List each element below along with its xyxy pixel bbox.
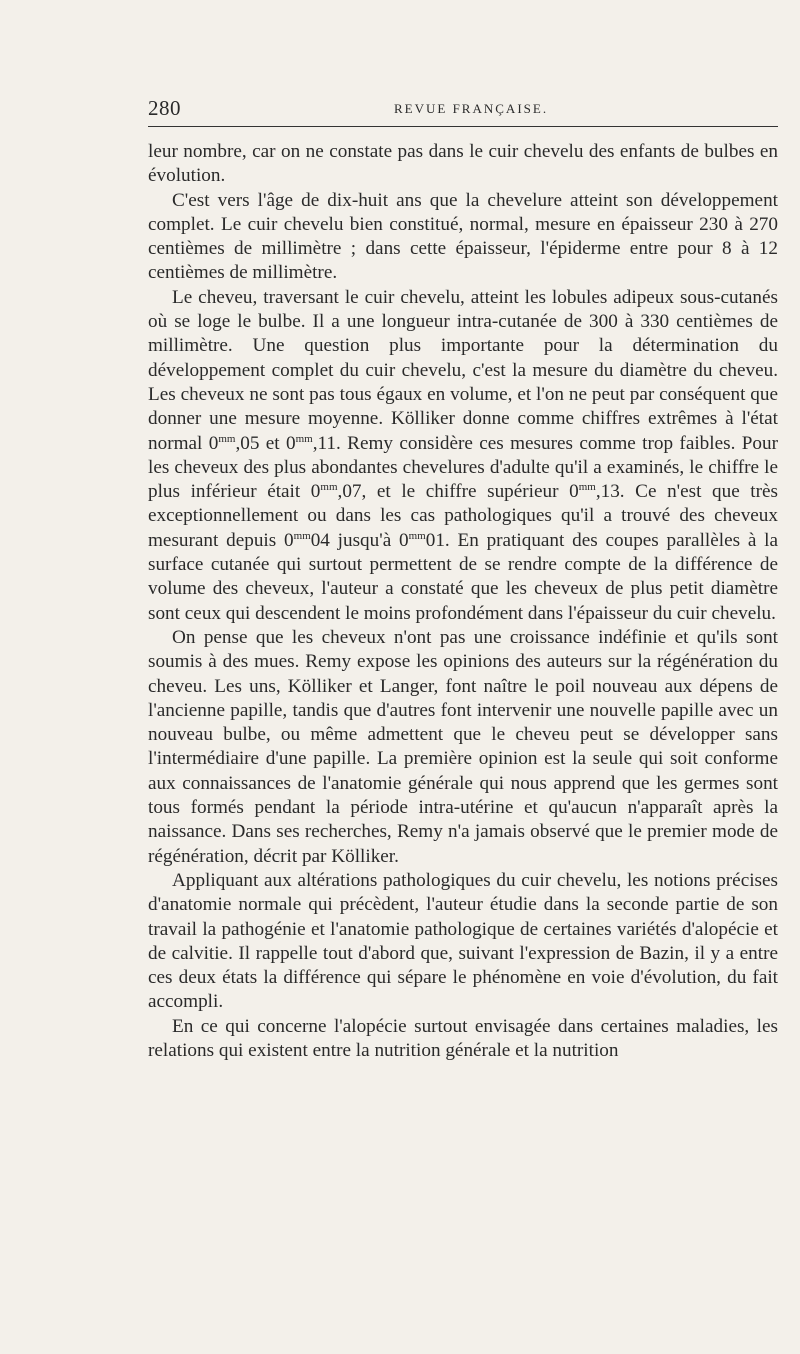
paragraph-5: Appliquant aux altérations pathologiques du cuir chevelu, les notions précises d'anatomie normale qui précèdent, l'auteur étudie dans la seconde partie de son travail la pathogénie et l'anatomie pathologique de certaines variétés d'alopécie et de calvitie. Il rappelle tout d'abord que, suivant l'expression de Bazin, il y a entre ces deux états la différence qui sépare le phénomène en voie d'évolution, du fait accompli.	[148, 869, 778, 1013]
paragraph-3-text-5: ,13. Ce n'est que très exceptionnellement ou dans les cas pathologiques qu'il a trouvé des cheveux mesurant depuis 0	[148, 481, 779, 551]
header-rule	[148, 126, 778, 127]
paragraph-3-text-1: Le cheveu, traversant le cuir chevelu, atteint les lobules adipeux sous-cutanés où se loge le bulbe. Il a une longueur intra-cutanée de 300 à 330 centièmes de millimètre. Une question plus importante pour la détermination du développement complet du cuir chevelu, c'est la mesure du diamètre du cheveu. Les cheveux ne sont pas tous égaux en volume, et l'on ne peut par conséquent que donner une mesure moyenne. Kölliker donne comme chiffres extrêmes à l'état normal 0	[148, 286, 778, 454]
paragraph-3	[148, 286, 778, 626]
paragraph-2: C'est vers l'âge de dix-huit ans que la chevelure atteint son développement complet. Le cuir chevelu bien constitué, normal, mesure en épaisseur 230 à 270 centièmes de millimètre ; dans cette épaisseur, l'épiderme entre pour 8 à 12 centièmes de millimètre.	[148, 189, 778, 284]
body-text	[148, 140, 778, 1063]
paragraph-3-text-7: 01. En pratiquant des coupes parallèles à la surface cutanée qui surtout permettent de se rendre compte de la différence de volume des cheveux, l'auteur a constaté que les cheveux de plus petit diamètre sont ceux qui descendent le moins profondément dans l'épaisseur du cuir chevelu.	[148, 529, 778, 624]
paragraph-3-text-2: ,05 et 0	[235, 432, 296, 454]
paragraph-1: leur nombre, car on ne constate pas dans le cuir chevelu des enfants de bulbes en évolution.	[148, 141, 778, 187]
unit-superscript: mm	[408, 529, 426, 542]
unit-superscript: mm	[578, 481, 596, 494]
paragraph-3-text-3: ,11. Remy considère ces mesures comme trop faibles. Pour les cheveux des plus abondantes chevelures d'adulte qu'il a examinés, le chiffre le plus inférieur était 0	[148, 432, 778, 503]
paragraph-3-text-6: 04 jusqu'à 0	[310, 529, 409, 551]
unit-superscript: mm	[218, 432, 236, 445]
journal-title: REVUE FRANÇAISE.	[394, 101, 549, 116]
running-head	[148, 96, 778, 126]
paragraph-3-text-4: ,07, et le chiffre supérieur 0	[337, 481, 579, 503]
unit-superscript: mm	[295, 432, 313, 445]
unit-superscript: mm	[293, 529, 311, 542]
unit-superscript: mm	[320, 481, 338, 494]
paragraph-4: On pense que les cheveux n'ont pas une croissance indéfinie et qu'ils sont soumis à des mues. Remy expose les opinions des auteurs sur la régénération du cheveu. Les uns, Kölliker et Langer, font naître le poil nouveau aux dépens de l'ancienne papille, tandis que d'autres font intervenir une nouvelle papille avec un nouveau bulbe, ou même admettent que le cheveu peut se développer sans l'intermédiaire d'une papille. La première opinion est la seule qui soit conforme aux connaissances de l'anatomie générale qui nous apprend que les germes sont tous formés pendant la période intra-utérine et qu'aucun n'apparaît après la naissance. Dans ses recherches, Remy n'a jamais observé que le premier mode de régénération, décrit par Kölliker.	[148, 626, 778, 867]
paragraph-6: En ce qui concerne l'alopécie surtout envisagée dans certaines maladies, les relations qui existent entre la nutrition générale et la nutrition	[148, 1015, 778, 1061]
page-number: 280	[148, 96, 181, 120]
